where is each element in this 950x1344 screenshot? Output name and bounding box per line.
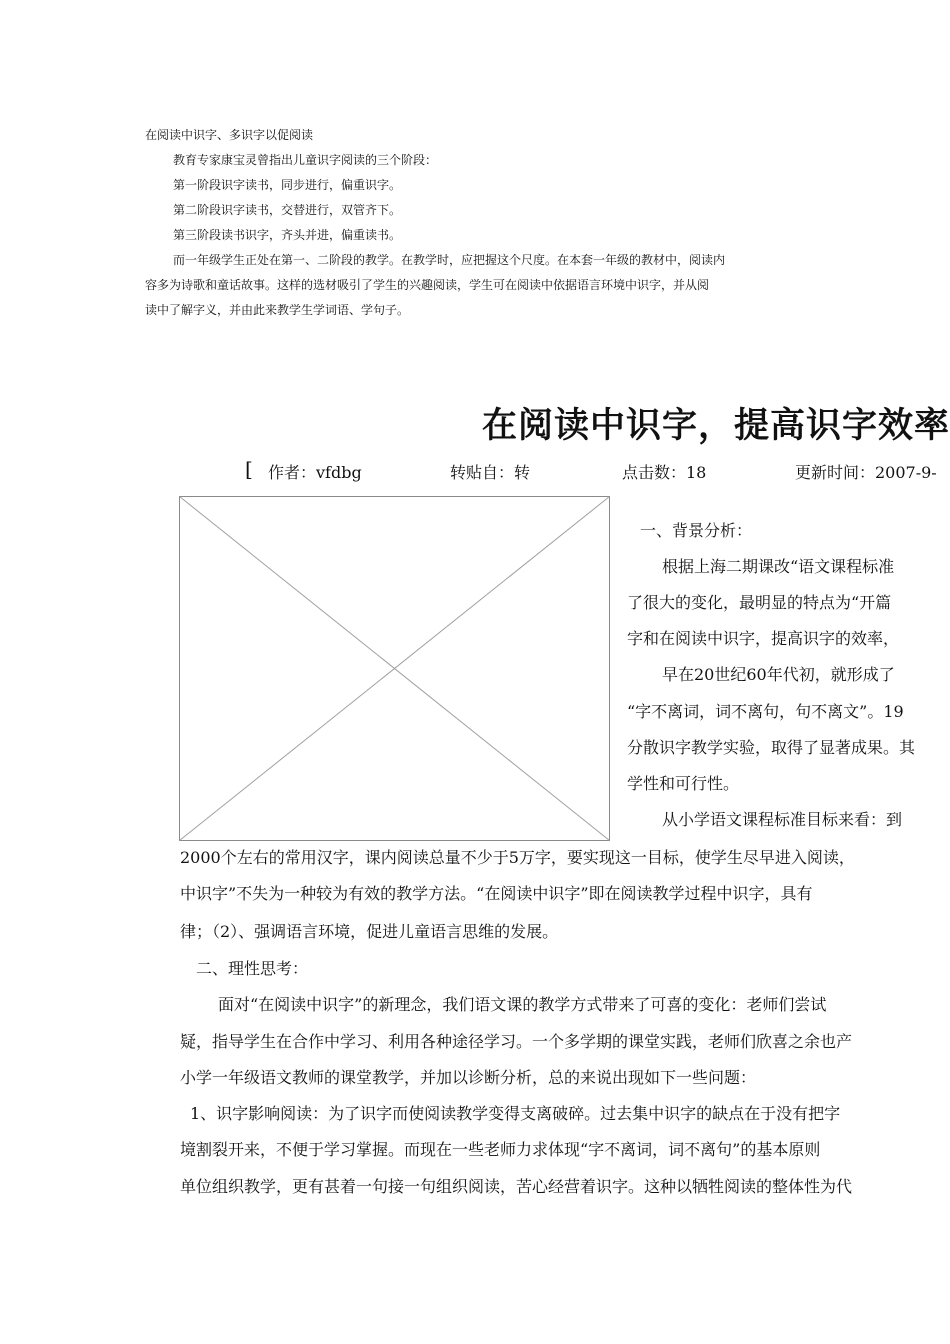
article-line: 分散识字教学实验，取得了显著成果。其	[627, 738, 916, 757]
article-line: 1、识字影响阅读：为了识字而使阅读教学变得支离破碎。过去集中识字的缺点在于没有把字	[190, 1104, 841, 1123]
intro-paragraph: 第二阶段识字读书，交替进行，双管齐下。	[173, 203, 402, 217]
section-heading: 二、理性思考：	[196, 959, 309, 978]
article-line: 根据上海二期课改“语文课程标准	[662, 557, 895, 576]
article-line: 疑，指导学生在合作中学习、利用各种途径学习。一个多学期的课堂实践，老师们欣喜之余也产	[180, 1032, 853, 1051]
article-line: 一、背景分析：	[640, 521, 753, 540]
intro-paragraph: 第一阶段识字读书，同步进行，偏重识字。	[173, 178, 402, 192]
article-line: 面对“在阅读中识字”的新理念，我们语文课的教学方式带来了可喜的变化：老师们尝试	[218, 995, 827, 1014]
article-line: 早在20世纪60年代初，就形成了	[662, 665, 895, 684]
article-line: 学性和可行性。	[627, 774, 740, 793]
article-line: 单位组织教学，更有甚着一句接一句组织阅读，苦心经营着识字。这种以牺牲阅读的整体性为代	[180, 1177, 853, 1196]
article-line: 中识字”不失为一种较为有效的教学方法。“在阅读中识字”即在阅读教学过程中识字，具有	[180, 884, 813, 903]
meta-source: 转贴自：转	[450, 463, 531, 482]
intro-paragraph: 读中了解字义，并由此来教学生学词语、学句子。	[145, 303, 410, 317]
meta-updated: 更新时间：2007-9-	[795, 463, 937, 482]
article-title: 在阅读中识字，提高识字效率	[482, 405, 950, 446]
meta-clicks: 点击数：18	[622, 463, 707, 482]
meta-bracket: [	[245, 457, 253, 481]
article-line: 从小学语文课程标准目标来看：到	[662, 810, 903, 829]
article-line: 了很大的变化，最明显的特点为“开篇	[627, 593, 892, 612]
article-line: 小学一年级语文教师的课堂教学，并加以诊断分析，总的来说出现如下一些问题：	[180, 1068, 757, 1087]
intro-heading: 在阅读中识字、多识字以促阅读	[145, 128, 314, 142]
intro-paragraph: 而一年级学生正处在第一、二阶段的教学。在教学时，应把握这个尺度。在本套一年级的教材中，阅读内	[173, 253, 726, 267]
intro-paragraph: 容多为诗歌和童话故事。这样的选材吸引了学生的兴趣阅读，学生可在阅读中依据语言环境中识字，并从阅	[145, 278, 710, 292]
article-line: 2000个左右的常用汉字，课内阅读总量不少于5万字，要实现这一目标，使学生尽早进入阅读，	[180, 848, 855, 867]
article-line: 律；（2）、强调语言环境，促进儿童语言思维的发展。	[180, 922, 559, 941]
meta-author: 作者：vfdbg	[268, 463, 362, 482]
intro-paragraph: 教育专家康宝灵曾指出儿童识字阅读的三个阶段：	[173, 153, 438, 167]
broken-image-placeholder	[179, 496, 610, 841]
intro-section	[145, 123, 820, 323]
article-line: 境割裂开来，不便于学习掌握。而现在一些老师力求体现“字不离词，词不离句”的基本原则	[180, 1140, 821, 1159]
article-line: “字不离词，词不离句，句不离文”。19	[627, 702, 904, 721]
intro-paragraph: 第三阶段读书识字，齐头并进，偏重读书。	[173, 228, 402, 242]
article-line: 字和在阅读中识字，提高识字的效率，	[627, 629, 900, 648]
